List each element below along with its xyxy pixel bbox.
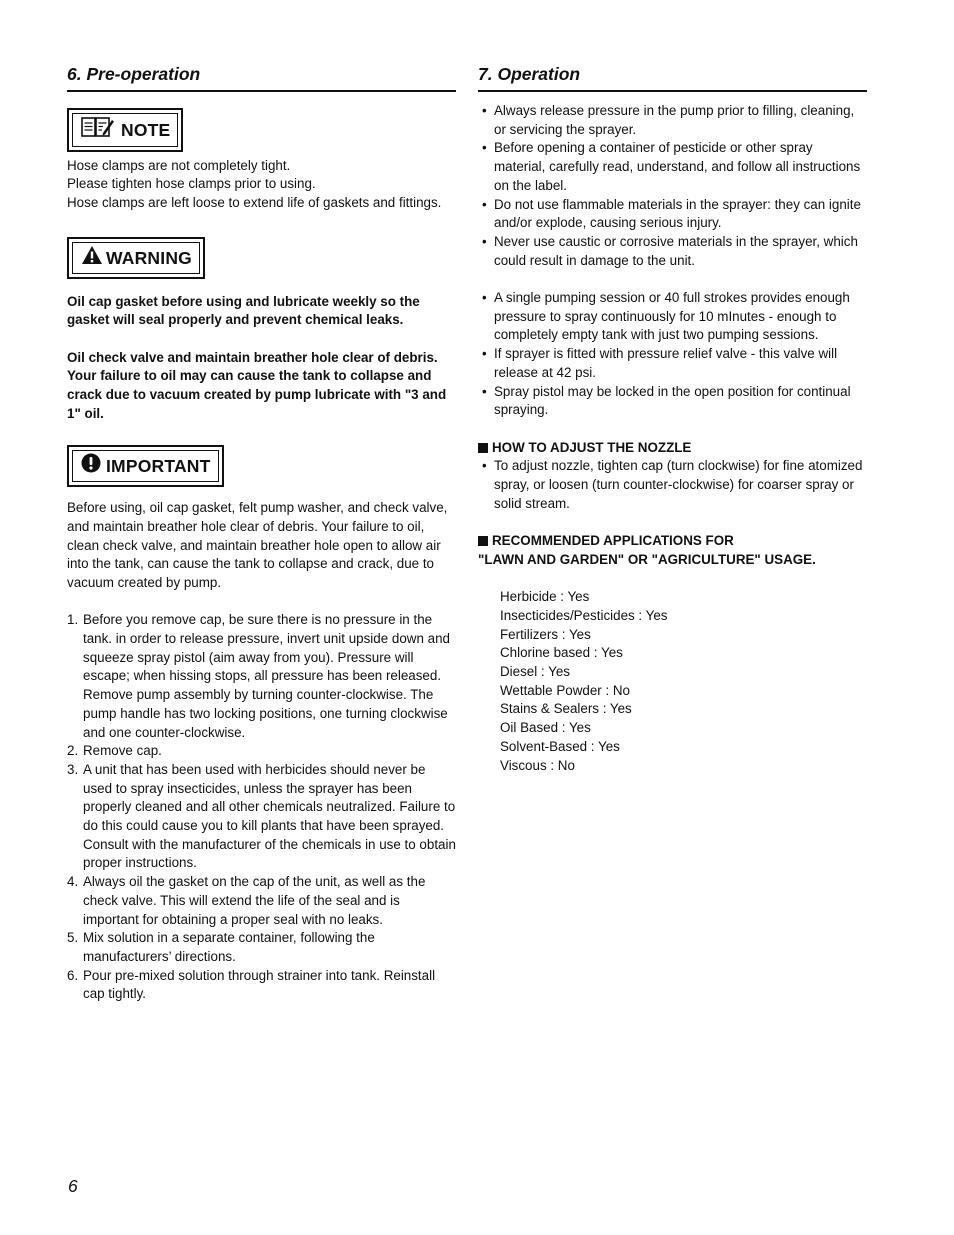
recommended-heading bbox=[478, 532, 867, 551]
bullet-text: To adjust nozzle, tighten cap (turn clockwise) for fine atomized spray, or loosen (turn counter-clockwise) for coarser spray or solid stream. bbox=[494, 458, 863, 511]
step-number: 5. bbox=[67, 930, 79, 946]
application-item: Stains & Sealers : Yes bbox=[500, 701, 632, 717]
step-number: 4. bbox=[67, 874, 79, 890]
list-item bbox=[478, 383, 867, 420]
warning-triangle-icon bbox=[81, 245, 103, 271]
warning-label: WARNING bbox=[106, 247, 192, 268]
application-item: Diesel : Yes bbox=[500, 664, 570, 680]
list-item bbox=[67, 873, 456, 929]
list-item bbox=[478, 102, 867, 139]
list-item bbox=[67, 929, 456, 966]
recommended-heading-usage: "LAWN AND GARDEN" OR "AGRICULTURE" USAGE. bbox=[478, 551, 816, 567]
note-line: Hose clamps are not completely tight. bbox=[67, 157, 291, 173]
bullet-text: A single pumping session or 40 full strokes provides enough pressure to spray continuously for 10 mInutes - enough to completely empty tank with just two pumping sessions. bbox=[494, 290, 850, 343]
application-item: Wettable Powder : No bbox=[500, 682, 631, 698]
recommended-heading-text: RECOMMENDED APPLICATIONS FOR bbox=[492, 533, 734, 549]
application-item: Fertilizers : Yes bbox=[500, 626, 591, 642]
list-item bbox=[478, 139, 867, 195]
section-title-operation: 7. Operation bbox=[478, 60, 867, 92]
list-item bbox=[67, 742, 456, 761]
nozzle-heading bbox=[478, 439, 867, 458]
bullet-text: Always release pressure in the pump prior to filling, cleaning, or servicing the sprayer. bbox=[494, 103, 855, 137]
step-text: Mix solution in a separate container, following the manufacturers’ directions. bbox=[83, 930, 375, 964]
warning-badge bbox=[67, 237, 205, 279]
list-item bbox=[478, 345, 867, 382]
warning-paragraph: Oil cap gasket before using and lubricate weekly so the gasket will seal properly and prevent chemical leaks. bbox=[67, 293, 420, 328]
safety-bullets bbox=[478, 102, 867, 270]
pre-operation-column bbox=[67, 60, 456, 1004]
warning-text bbox=[67, 293, 456, 424]
bullet-icon: • bbox=[482, 233, 487, 249]
step-number: 1. bbox=[67, 612, 79, 628]
note-line: Hose clamps are left loose to extend life of gaskets and fittings. bbox=[67, 195, 442, 211]
preparation-steps bbox=[67, 611, 456, 1004]
list-item bbox=[478, 289, 867, 345]
bullet-icon: • bbox=[482, 290, 487, 306]
warning-paragraph: Oil check valve and maintain breather hole clear of debris. Your failure to oil may can cause the tank to collapse and crack due to vacuum created by pump lubricate with "3 and 1" oil. bbox=[67, 349, 447, 421]
important-label: IMPORTANT bbox=[106, 456, 211, 477]
application-item: Viscous : No bbox=[500, 757, 575, 773]
bullet-text: If sprayer is fitted with pressure relief valve - this valve will release at 42 psi. bbox=[494, 346, 838, 380]
application-item: Oil Based : Yes bbox=[500, 720, 591, 736]
step-number: 6. bbox=[67, 967, 79, 983]
list-item bbox=[67, 967, 456, 1004]
usage-bullets bbox=[478, 289, 867, 420]
bullet-text: Before opening a container of pesticide or other spray material, carefully read, understand, and follow all instructions on the label. bbox=[494, 140, 861, 193]
note-label: NOTE bbox=[121, 119, 171, 140]
step-text: A unit that has been used with herbicides should never be used to spray insecticides, unless the sprayer has been properly cleaned and all other chemicals neutralized. Failure to do this could cause you to kill plants that have been sprayed. Consult with the manufacturer of the chemicals in use to obtain proper instructions. bbox=[83, 761, 456, 871]
section-title-pre-operation: 6. Pre-operation bbox=[67, 60, 456, 92]
list-item bbox=[478, 233, 867, 270]
important-text: Before using, oil cap gasket, felt pump washer, and check valve, and maintain breather hole clear of debris. Your failure to oil, clean check valve, and maintain breather hole open to allow air into the tank, can cause the tank to collapse and crack, due to vacuum created by pump. bbox=[67, 500, 448, 590]
bullet-icon: • bbox=[482, 346, 487, 362]
note-text bbox=[67, 157, 456, 213]
step-text: Pour pre-mixed solution through strainer into tank. Reinstall cap tightly. bbox=[83, 967, 436, 1002]
nozzle-heading-text: HOW TO ADJUST THE NOZZLE bbox=[492, 439, 692, 455]
list-item bbox=[67, 611, 456, 742]
bullet-text: Never use caustic or corrosive materials in the sprayer, which could result in damage to the unit. bbox=[494, 233, 858, 268]
application-item: Insecticides/Pesticides : Yes bbox=[500, 607, 668, 623]
note-line: Please tighten hose clamps prior to using. bbox=[67, 176, 316, 192]
application-item: Herbicide : Yes bbox=[500, 589, 590, 605]
page-number: 6 bbox=[68, 1176, 78, 1196]
application-item: Chlorine based : Yes bbox=[500, 645, 623, 661]
step-number: 2. bbox=[67, 743, 79, 759]
exclamation-circle-icon bbox=[81, 453, 101, 479]
application-item: Solvent-Based : Yes bbox=[500, 738, 620, 754]
nozzle-bullets bbox=[478, 457, 867, 513]
step-number: 3. bbox=[67, 761, 79, 777]
applications-list bbox=[478, 588, 867, 775]
bullet-text: Do not use flammable materials in the sprayer: they can ignite and/or explode, causing serious injury. bbox=[494, 196, 861, 231]
square-bullet-icon bbox=[478, 443, 488, 453]
note-icon bbox=[81, 116, 115, 144]
list-item bbox=[478, 196, 867, 233]
step-text: Remove cap. bbox=[83, 743, 162, 759]
step-text: Always oil the gasket on the cap of the unit, as well as the check valve. This will extend the life of the seal and is important for obtaining a proper seal with no leaks. bbox=[83, 874, 426, 927]
important-badge bbox=[67, 445, 224, 487]
bullet-icon: • bbox=[482, 383, 487, 399]
step-text: Before you remove cap, be sure there is no pressure in the tank. in order to release pressure, invert unit upside down and squeeze spray pistol (aim away from you). Pressure will escape; when hissing stops, all pressure has been released. Remove pump assembly by turning counter-clockwise. The pump handle has two locking positions, one turning clockwise and one counter-clockwise. bbox=[83, 612, 450, 740]
note-badge bbox=[67, 108, 183, 152]
bullet-text: Spray pistol may be locked in the open position for continual spraying. bbox=[494, 383, 851, 418]
list-item bbox=[478, 457, 867, 513]
operation-column bbox=[478, 60, 867, 775]
bullet-icon: • bbox=[482, 458, 487, 474]
bullet-icon: • bbox=[482, 140, 487, 156]
bullet-icon: • bbox=[482, 196, 487, 212]
list-item bbox=[67, 761, 456, 873]
bullet-icon: • bbox=[482, 103, 487, 118]
square-bullet-icon bbox=[478, 536, 488, 546]
